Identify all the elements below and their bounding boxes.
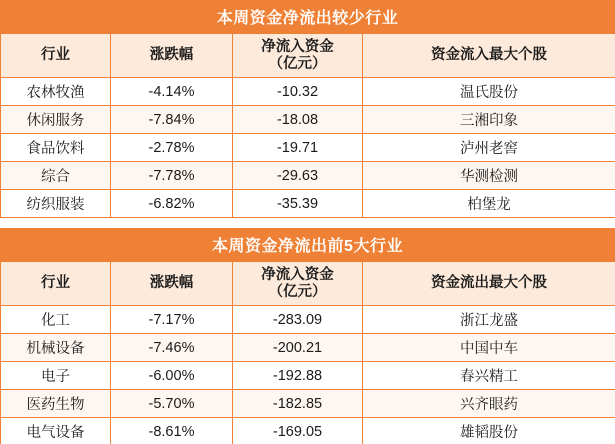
column-header-change-line1: 涨跌幅 (149, 47, 194, 64)
cell-industry: 休闲服务 (1, 106, 111, 134)
table-title-1: 本周资金净流出较少行业 (0, 0, 615, 33)
table-row (1, 106, 615, 134)
cell-top-stock: 中国中车 (363, 334, 615, 362)
table-row (1, 390, 615, 418)
cell-change: -7.17% (111, 306, 233, 334)
cell-top-stock: 春兴精工 (363, 362, 615, 390)
cell-industry: 食品饮料 (1, 134, 111, 162)
table-gap-divider (0, 218, 615, 228)
cell-top-stock: 三湘印象 (363, 106, 615, 134)
cell-top-stock: 泸州老窖 (363, 134, 615, 162)
table-header-row (1, 262, 615, 306)
cell-net-inflow: -200.21 (233, 334, 363, 362)
cell-change: -7.46% (111, 334, 233, 362)
cell-industry: 农林牧渔 (1, 78, 111, 106)
table-row (1, 418, 615, 444)
cell-top-stock: 雄韬股份 (363, 418, 615, 444)
cell-industry: 电子 (1, 362, 111, 390)
table-row (1, 190, 615, 218)
cell-net-inflow: -29.63 (233, 162, 363, 190)
cell-net-inflow: -182.85 (233, 390, 363, 418)
cell-net-inflow: -192.88 (233, 362, 363, 390)
table-row (1, 306, 615, 334)
cell-top-stock: 温氏股份 (363, 78, 615, 106)
column-header-net-inflow-line1: 净流入资金 (261, 266, 334, 283)
column-header-change (111, 262, 233, 306)
column-header-industry-line1: 行业 (41, 47, 70, 64)
cell-change: -2.78% (111, 134, 233, 162)
column-header-top-stock (363, 34, 615, 78)
table-row (1, 334, 615, 362)
cell-change: -8.61% (111, 418, 233, 444)
column-header-industry-line1: 行业 (41, 275, 70, 292)
data-table-2 (0, 261, 615, 444)
column-header-net-inflow-line1: 净流入资金 (261, 38, 334, 55)
cell-industry: 机械设备 (1, 334, 111, 362)
column-header-top-stock (363, 262, 615, 306)
cell-net-inflow: -19.71 (233, 134, 363, 162)
cell-change: -6.82% (111, 190, 233, 218)
column-header-industry (1, 262, 111, 306)
table-row (1, 162, 615, 190)
table-row (1, 78, 615, 106)
cell-top-stock: 浙江龙盛 (363, 306, 615, 334)
cell-top-stock: 兴齐眼药 (363, 390, 615, 418)
cell-industry: 纺织服装 (1, 190, 111, 218)
table-block-net-outflow-top5 (0, 228, 615, 444)
cell-top-stock: 华测检测 (363, 162, 615, 190)
cell-industry: 综合 (1, 162, 111, 190)
cell-change: -4.14% (111, 78, 233, 106)
cell-industry: 医药生物 (1, 390, 111, 418)
column-header-top-stock-line1: 资金流出最大个股 (431, 275, 547, 292)
column-header-net-inflow (233, 34, 363, 78)
data-table-1 (0, 33, 615, 218)
cell-industry: 电气设备 (1, 418, 111, 444)
column-header-net-inflow (233, 262, 363, 306)
column-header-net-inflow-line2: （亿元） (268, 55, 327, 72)
cell-change: -7.78% (111, 162, 233, 190)
table-title-2: 本周资金净流出前5大行业 (0, 228, 615, 261)
cell-net-inflow: -169.05 (233, 418, 363, 444)
cell-change: -7.84% (111, 106, 233, 134)
cell-net-inflow: -18.08 (233, 106, 363, 134)
table-header-row (1, 34, 615, 78)
column-header-industry (1, 34, 111, 78)
cell-change: -5.70% (111, 390, 233, 418)
cell-industry: 化工 (1, 306, 111, 334)
column-header-top-stock-line1: 资金流入最大个股 (431, 47, 547, 64)
column-header-change (111, 34, 233, 78)
table-row (1, 134, 615, 162)
column-header-net-inflow-line2: （亿元） (268, 283, 327, 300)
table-block-net-outflow-least (0, 0, 615, 218)
column-header-change-line1: 涨跌幅 (149, 275, 194, 292)
cell-net-inflow: -283.09 (233, 306, 363, 334)
cell-net-inflow: -10.32 (233, 78, 363, 106)
cell-change: -6.00% (111, 362, 233, 390)
cell-top-stock: 柏堡龙 (363, 190, 615, 218)
table-row (1, 362, 615, 390)
cell-net-inflow: -35.39 (233, 190, 363, 218)
